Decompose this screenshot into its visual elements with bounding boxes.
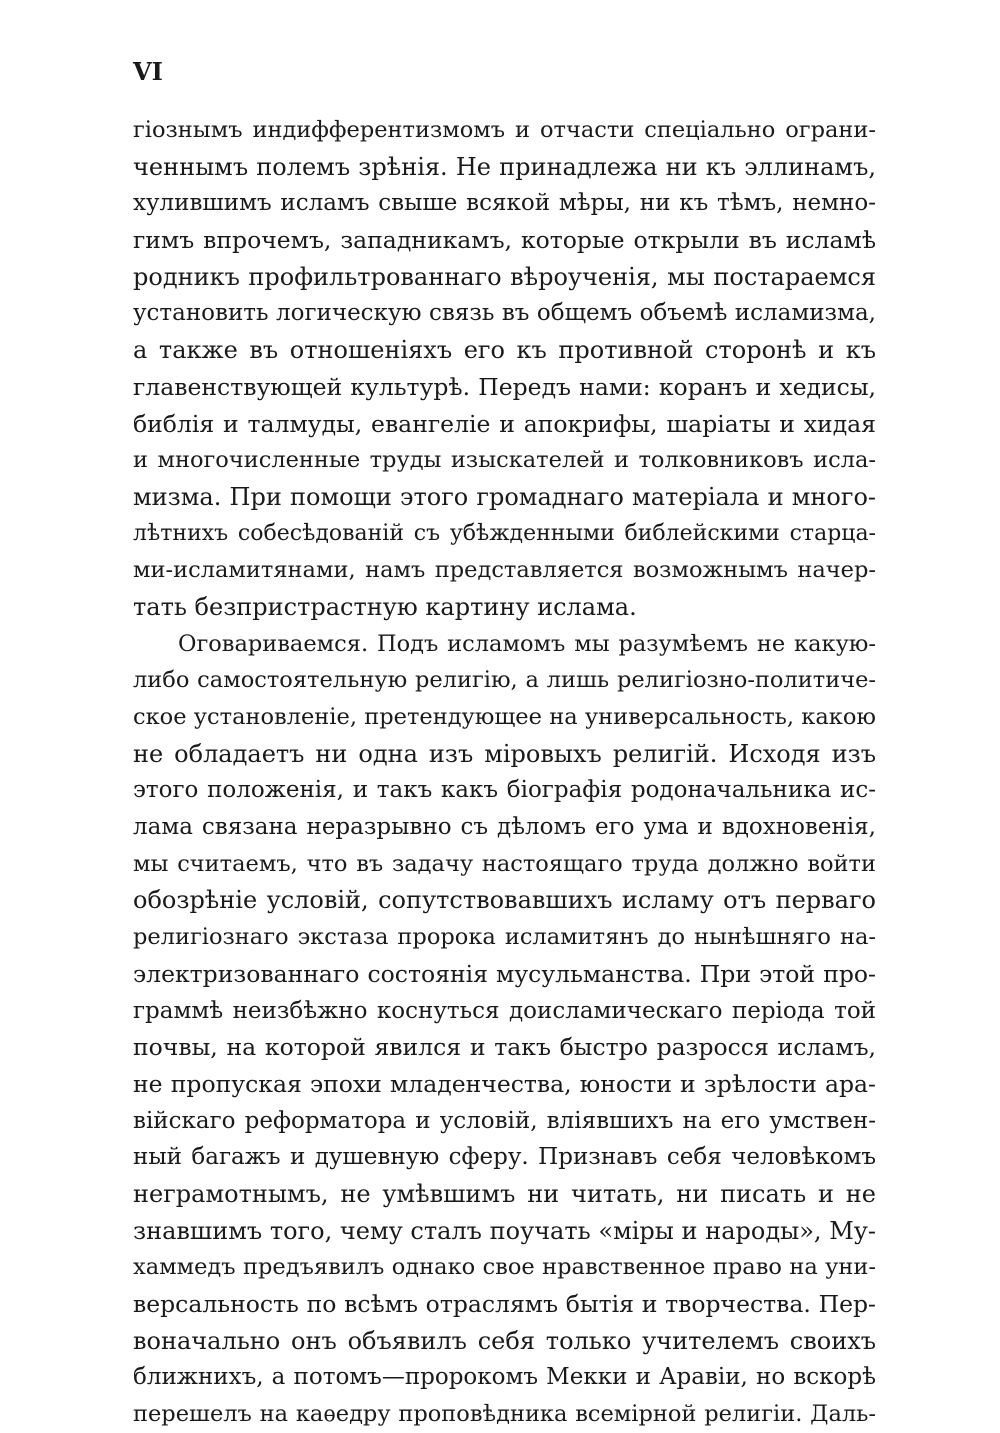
- text-line: ское установленіе, претендующее на универсальность, какою: [133, 704, 876, 730]
- text-line: этого положенія, и такъ какъ біографія родоначальника ис-: [133, 777, 876, 804]
- text-line: либо самостоятельную религію, а лишь религіозно-политиче-: [133, 667, 876, 694]
- page-number: VI: [133, 57, 163, 86]
- text-line: обозрѣніе условій, сопутствовавшихъ исламу отъ перваго: [133, 886, 876, 915]
- text-line: родникъ профильтрованнаго вѣроученія, мы постараемся: [133, 262, 876, 291]
- text-line: ми-исламитянами, намъ представляется возможнымъ начер-: [133, 557, 876, 584]
- text-line: гіознымъ индифферентизмомъ и отчасти спеціально ограни-: [133, 117, 876, 143]
- text-line: хаммедъ предъявилъ однако свое нравственное право на уни-: [133, 1254, 876, 1281]
- text-line: Оговариваемся. Подъ исламомъ мы разумѣемъ не какую-: [178, 630, 876, 657]
- text-line: хулившимъ исламъ свыше всякой мѣры, ни къ тѣмъ, немно-: [133, 190, 876, 217]
- text-line: ный багажъ и душевную сферу. Признавъ себя человѣкомъ: [133, 1144, 876, 1171]
- text-line: и многочисленные труды изыскателей и толковниковъ исла-: [133, 447, 876, 474]
- text-line: почвы, на которой явился и такъ быстро разросся исламъ,: [133, 1033, 876, 1062]
- body-text: [133, 112, 876, 1433]
- paragraph: [133, 112, 876, 626]
- text-line: мы считаемъ, что въ задачу настоящаго труда должно войти: [133, 850, 876, 877]
- paragraph: [133, 626, 876, 1433]
- text-line: не обладаетъ ни одна изъ міровыхъ религій. Исходя изъ: [133, 739, 876, 768]
- text-line: установить логическую связь въ общемъ объемѣ исламизма,: [133, 300, 876, 327]
- text-line: граммѣ неизбѣжно коснуться доисламическаго періода той: [133, 997, 876, 1024]
- text-line: лама связана неразрывно съ дѣломъ его ума и вдохновенія,: [133, 814, 876, 841]
- text-line: воначально онъ объявилъ себя только учителемъ своихъ: [133, 1326, 876, 1355]
- text-line: ближнихъ, а потомъ—пророкомъ Мекки и Аравіи, но вскорѣ: [133, 1364, 876, 1391]
- text-line: библія и талмуды, евангеліе и апокрифы, шаріаты и хидая: [133, 409, 876, 438]
- text-line: мизма. При помощи этого громаднаго матеріала и много-: [133, 482, 876, 511]
- text-line: війскаго реформатора и условій, вліявшихъ на его умствен-: [133, 1107, 876, 1134]
- text-line: версальность по всѣмъ отраслямъ бытія и творчества. Пер-: [133, 1290, 876, 1318]
- text-line: лѣтнихъ собесѣдованій съ убѣжденными библейскими старца-: [133, 520, 876, 546]
- text-line: главенствующей культурѣ. Передъ нами: коранъ и хедисы,: [133, 372, 876, 401]
- text-line: не пропуская эпохи младенчества, юности и зрѣлости ара-: [133, 1069, 876, 1098]
- text-line: гимъ впрочемъ, западникамъ, которые открыли въ исламѣ: [133, 226, 876, 255]
- text-line: религіознаго экстаза пророка исламитянъ до нынѣшняго на-: [133, 924, 876, 951]
- text-line: ченнымъ полемъ зрѣнія. Не принадлежа ни къ эллинамъ,: [133, 152, 876, 181]
- text-line: неграмотнымъ, не умѣвшимъ ни читать, ни писать и не: [133, 1179, 876, 1208]
- text-line: знавшимъ того, чему сталъ поучать «міры и народы», Му-: [133, 1216, 876, 1245]
- text-line: перешелъ на каѳедру проповѣдника всемірной религіи. Даль-: [133, 1401, 876, 1428]
- text-line: электризованнаго состоянія мусульманства. При этой про-: [133, 959, 876, 988]
- text-line: тать безпристрастную картину ислама.: [133, 592, 637, 621]
- text-line: а также въ отношеніяхъ его къ противной сторонѣ и къ: [133, 336, 876, 365]
